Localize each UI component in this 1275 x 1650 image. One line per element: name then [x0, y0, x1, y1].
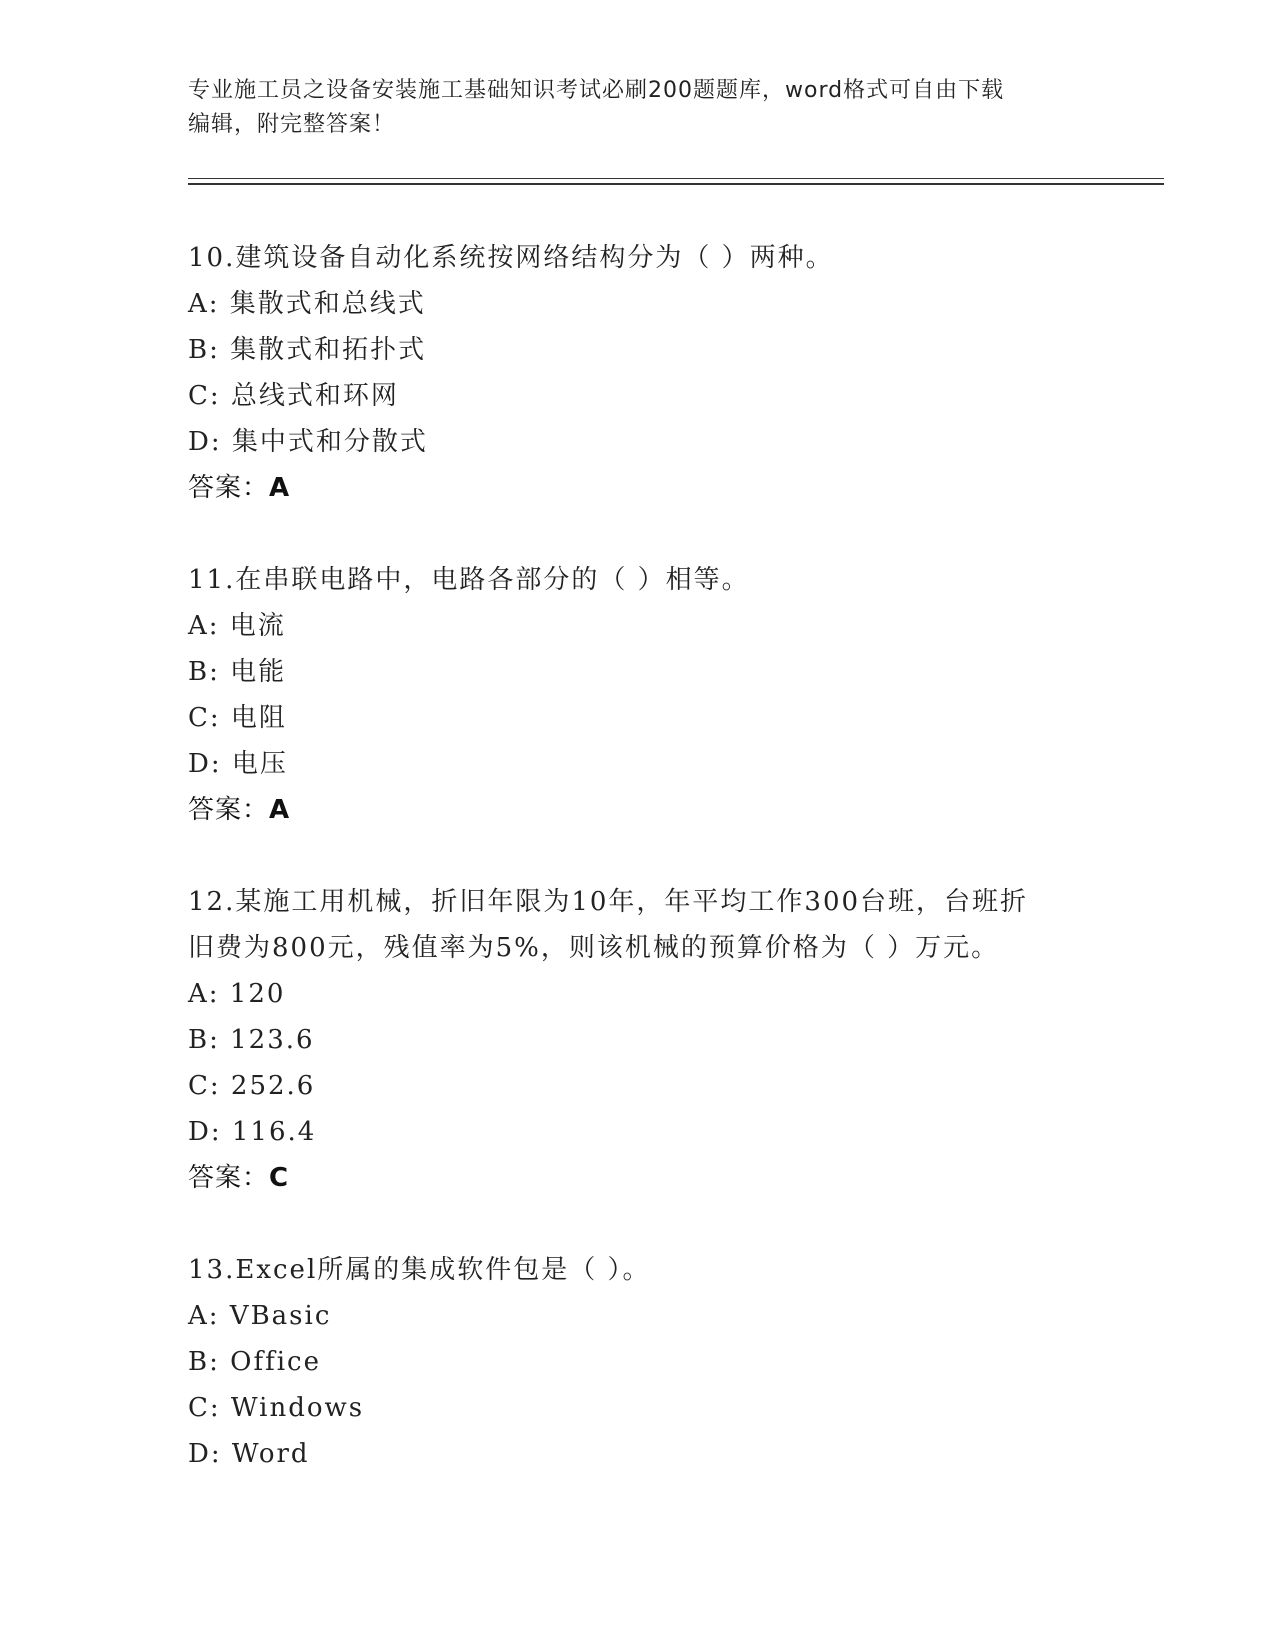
- question-10: [188, 235, 1088, 511]
- question-stem: 10.建筑设备自动化系统按网络结构分为（ ）两种。: [188, 243, 834, 273]
- answer-label: 答案：: [188, 795, 270, 825]
- option-c: C: Windows: [188, 1393, 365, 1423]
- answer-value: A: [269, 795, 291, 825]
- option-d: D: Word: [188, 1439, 310, 1469]
- question-stem-line-2: 旧费为800元，残值率为5%，则该机械的预算价格为（ ）万元。: [188, 933, 1000, 963]
- answer-value: A: [269, 473, 291, 503]
- answer: [188, 465, 1088, 511]
- document-header: [188, 74, 1088, 142]
- answer: [188, 787, 1088, 833]
- header-divider-thick: [188, 183, 1164, 185]
- option-c: C: 总线式和环网: [188, 381, 399, 411]
- question-stem: 13.Excel所属的集成软件包是（ ）。: [188, 1255, 651, 1285]
- question-11: [188, 557, 1088, 833]
- option-a: A: 电流: [188, 611, 286, 641]
- question-12: [188, 879, 1088, 1201]
- option-b: B: 集散式和拓扑式: [188, 335, 427, 365]
- question-stem-line-1: 12.某施工用机械，折旧年限为10年，年平均工作300台班，台班折: [188, 887, 1029, 917]
- question-stem: 11.在串联电路中，电路各部分的（ ）相等。: [188, 565, 750, 595]
- answer-label: 答案：: [188, 473, 270, 503]
- option-a: A: 集散式和总线式: [188, 289, 426, 319]
- answer: [188, 1155, 1088, 1201]
- option-c: C: 电阻: [188, 703, 287, 733]
- option-b: B: 123.6: [188, 1025, 315, 1055]
- option-d: D: 集中式和分散式: [188, 427, 428, 457]
- answer-value: C: [269, 1163, 290, 1193]
- header-title-line-1: 专业施工员之设备安装施工基础知识考试必刷200题题库，word格式可自由下载: [188, 78, 1005, 103]
- header-divider-thin: [188, 178, 1164, 179]
- option-b: B: Office: [188, 1347, 321, 1377]
- option-d: D: 电压: [188, 749, 288, 779]
- header-title-line-2: 编辑，附完整答案！: [188, 112, 396, 137]
- option-d: D: 116.4: [188, 1117, 317, 1147]
- option-a: A: VBasic: [188, 1301, 332, 1331]
- question-list: [188, 235, 1088, 1523]
- option-a: A: 120: [188, 979, 286, 1009]
- question-13: [188, 1247, 1088, 1477]
- option-b: B: 电能: [188, 657, 287, 687]
- option-c: C: 252.6: [188, 1071, 316, 1101]
- answer-label: 答案：: [188, 1163, 270, 1193]
